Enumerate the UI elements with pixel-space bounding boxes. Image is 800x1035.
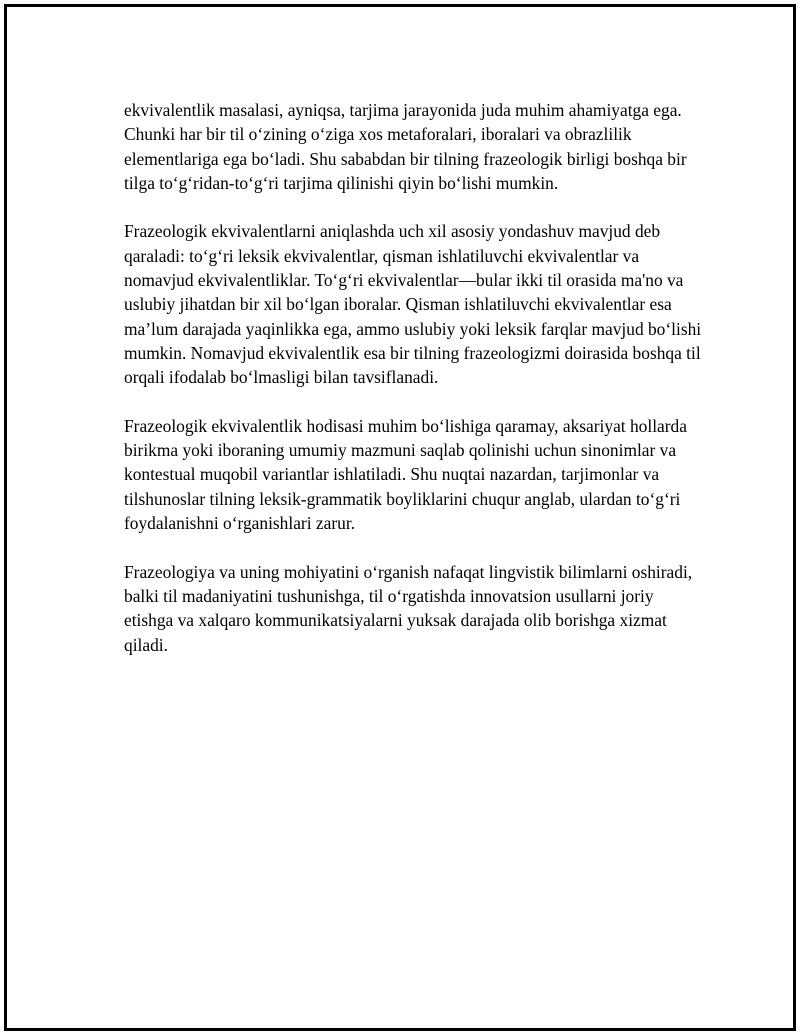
paragraph-4: Frazeologiya va uning mohiyatini o‘rganish nafaqat lingvistik bilimlarni oshiradi, balki til madaniyatini tushunishga, til o‘rgatishda innovatsion usullarni joriy etishga va xalqaro kommunikatsiyalarni yuksak darajada olib borishga xizmat qiladi.: [124, 561, 693, 655]
paragraph-1: ekvivalentlik masalasi, ayniqsa, tarjima jarayonida juda muhim ahamiyatga ega. Chunki har bir til o‘zining o‘ziga xos metaforalari, iboralari va obrazlilik elementlariga ega bo‘ladi. Shu sababdan bir tilning frazeologik birligi boshqa bir tilga to‘g‘ridan-to‘g‘ri tarjima qilinishi qiyin bo‘lishi mumkin.: [124, 100, 687, 193]
document-body: [124, 98, 702, 681]
paragraph-2: Frazeologik ekvivalentlarni aniqlashda uch xil asosiy yondashuv mavjud deb qaraladi: to‘g‘ri leksik ekvivalentlar, qisman ishlatiluvchi ekvivalentlar va nomavjud ekvivalentliklar. To‘g‘ri ekvivalentlar—bular ikki til orasida ma'no va uslubiy jihatdan bir xil bo‘lgan iboralar. Qisman ishlatiluvchi ekvivalentlar esa ma’lum darajada yaqinlikka ega, ammo uslubiy yoki leksik farqlar mavjud bo‘lishi mumkin. Nomavjud ekvivalentlik esa bir tilning frazeologizmi doirasida boshqa til orqali ifodalab bo‘lmasligi bilan tavsiflanadi.: [124, 221, 702, 388]
paragraph-3: Frazeologik ekvivalentlik hodisasi muhim bo‘lishiga qaramay, aksariyat hollarda birikma yoki iboraning umumiy mazmuni saqlab qolinishi uchun sinonimlar va kontestual muqobil variantlar ishlatiladi. Shu nuqtai nazardan, tarjimonlar va tilshunoslar tilning leksik-grammatik boyliklarini chuqur anglab, ulardan to‘g‘ri foydalanishni o‘rganishlari zarur.: [124, 415, 687, 534]
page-frame: [4, 4, 796, 1031]
